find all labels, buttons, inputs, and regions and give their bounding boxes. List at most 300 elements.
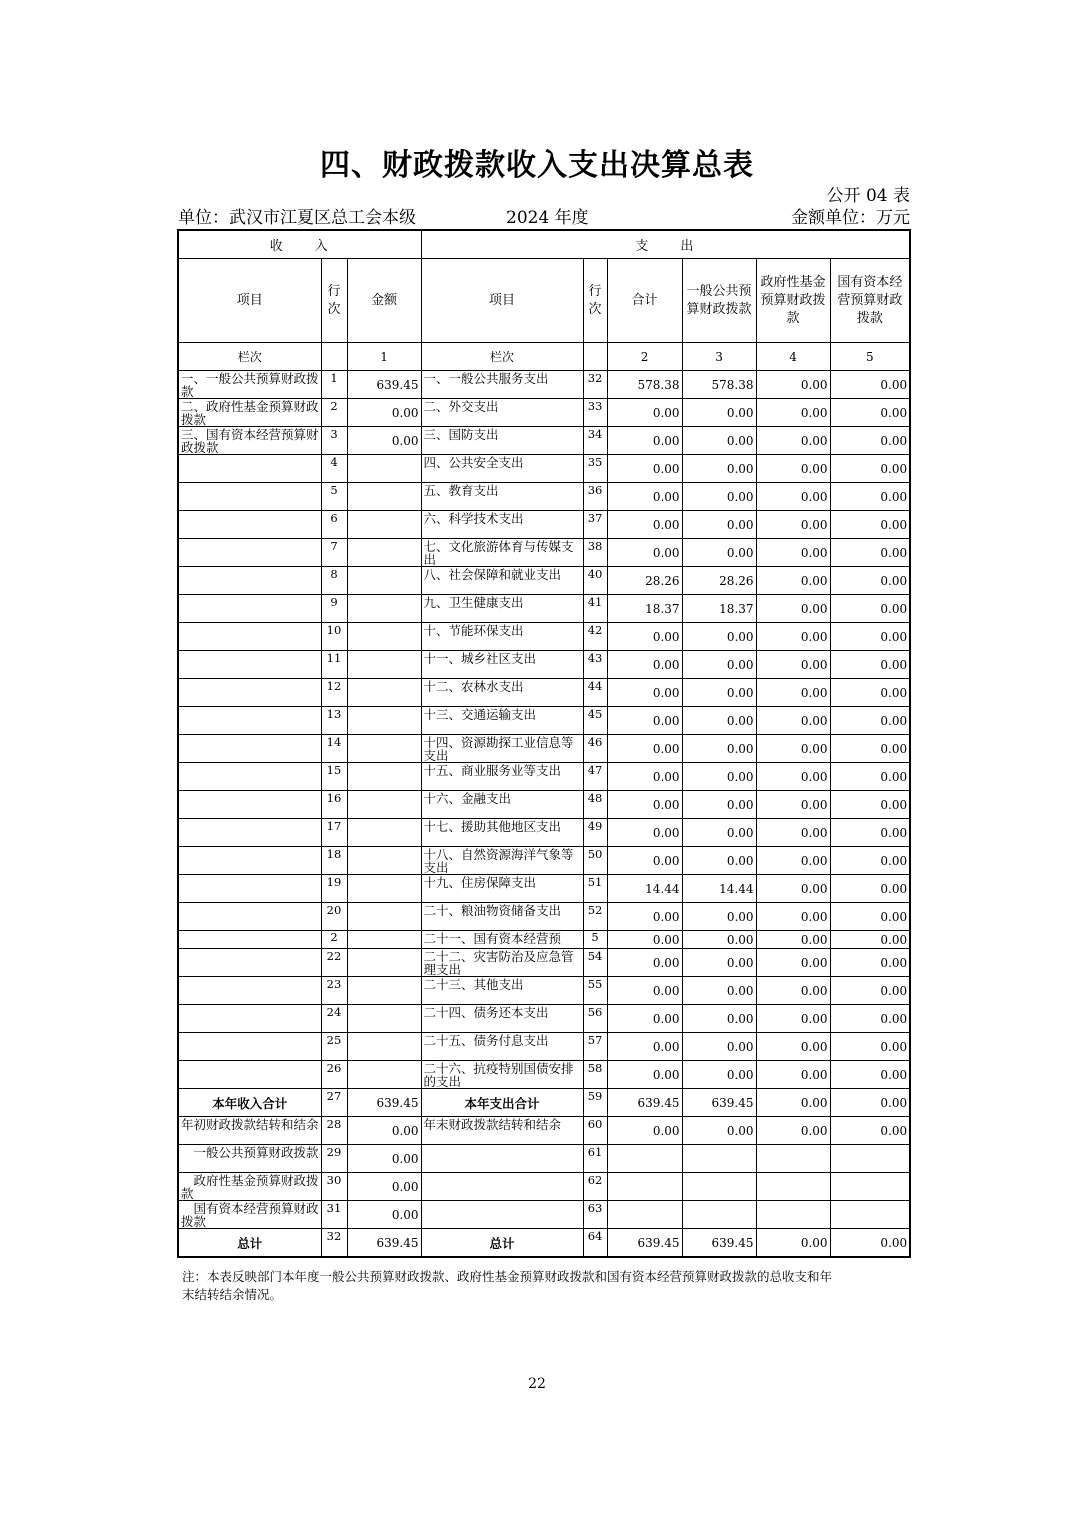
- expense-line-cell: 47: [583, 763, 607, 791]
- general-budget-cell: 0.00: [682, 539, 756, 567]
- expense-item-cell: 总计: [421, 1229, 583, 1258]
- expense-item-cell: 七、文化旅游体育与传媒支出: [421, 539, 583, 567]
- column-index-4: 4: [756, 343, 830, 371]
- expense-total-cell: 0.00: [607, 623, 682, 651]
- expense-item-cell: [421, 1173, 583, 1201]
- table-row: [178, 1005, 910, 1033]
- income-item-cell: 总计: [178, 1229, 321, 1258]
- table-row: [178, 1033, 910, 1061]
- table-row: [178, 1173, 910, 1201]
- income-line-cell: 31: [321, 1201, 347, 1229]
- income-item-cell: [178, 595, 321, 623]
- expense-line-cell: 43: [583, 651, 607, 679]
- general-budget-cell: 639.45: [682, 1229, 756, 1258]
- income-line-cell: 2: [321, 399, 347, 427]
- general-budget-cell: 18.37: [682, 595, 756, 623]
- fund-budget-cell: 0.00: [756, 977, 830, 1005]
- expense-total-cell: 0.00: [607, 791, 682, 819]
- expense-line-cell: 33: [583, 399, 607, 427]
- state-capital-cell: 0.00: [830, 427, 910, 455]
- income-item-cell: [178, 735, 321, 763]
- expense-item-cell: 二十四、债务还本支出: [421, 1005, 583, 1033]
- budget-table: [177, 229, 911, 1258]
- expense-line-cell: 56: [583, 1005, 607, 1033]
- page-title: 四、财政拨款收入支出决算总表: [320, 148, 754, 183]
- column-index-3: 3: [682, 343, 756, 371]
- footnote: 注：本表反映部门本年度一般公共预算财政拨款、政府性基金预算财政拨款和国有资本经营预算财政拨款的总收支和年末结转结余情况。: [182, 1269, 833, 1302]
- expense-total-cell: [607, 1173, 682, 1201]
- income-amount-header: 金额: [347, 259, 421, 343]
- general-budget-cell: [682, 1145, 756, 1173]
- expense-line-cell: 51: [583, 875, 607, 903]
- table-row: [178, 1145, 910, 1173]
- fund-budget-cell: 0.00: [756, 707, 830, 735]
- expense-item-cell: 二十六、抗疫特别国债安排的支出: [421, 1061, 583, 1089]
- table-row: [178, 511, 910, 539]
- income-amount-cell: 0.00: [347, 1117, 421, 1145]
- general-budget-cell: 0.00: [682, 651, 756, 679]
- income-line-cell: 2: [321, 931, 347, 949]
- expense-section-header: 支 出: [421, 230, 910, 259]
- expense-total-cell: 639.45: [607, 1229, 682, 1258]
- general-budget-cell: [682, 1201, 756, 1229]
- fund-budget-cell: 0.00: [756, 567, 830, 595]
- income-amount-cell: [347, 735, 421, 763]
- income-line-cell: 10: [321, 623, 347, 651]
- general-budget-cell: 28.26: [682, 567, 756, 595]
- total-header: 合计: [607, 259, 682, 343]
- income-item-cell: 一般公共预算财政拨款: [178, 1145, 321, 1173]
- expense-total-cell: [607, 1201, 682, 1229]
- expense-total-cell: 0.00: [607, 427, 682, 455]
- income-section-header: 收 入: [178, 230, 421, 259]
- expense-line-cell: 5: [583, 931, 607, 949]
- general-budget-cell: 0.00: [682, 483, 756, 511]
- income-item-cell: [178, 679, 321, 707]
- expense-line-cell: 49: [583, 819, 607, 847]
- income-item-cell: [178, 623, 321, 651]
- fund-budget-cell: 0.00: [756, 1089, 830, 1117]
- income-item-cell: [178, 791, 321, 819]
- column-index-5: 5: [830, 343, 910, 371]
- income-amount-cell: [347, 819, 421, 847]
- income-line-cell: 17: [321, 819, 347, 847]
- income-amount-cell: [347, 1005, 421, 1033]
- expense-line-cell: 60: [583, 1117, 607, 1145]
- table-row: [178, 903, 910, 931]
- income-amount-cell: [347, 791, 421, 819]
- income-amount-cell: 639.45: [347, 1089, 421, 1117]
- state-capital-cell: 0.00: [830, 651, 910, 679]
- expense-item-cell: 本年支出合计: [421, 1089, 583, 1117]
- report-year: 2024 年度: [506, 208, 589, 228]
- expense-item-cell: 十六、金融支出: [421, 791, 583, 819]
- expense-item-cell: 二十一、国有资本经营预: [421, 931, 583, 949]
- income-item-cell: [178, 1061, 321, 1089]
- fund-budget-cell: 0.00: [756, 427, 830, 455]
- expense-line-cell: 64: [583, 1229, 607, 1258]
- table-row: [178, 791, 910, 819]
- state-capital-cell: 0.00: [830, 399, 910, 427]
- income-amount-cell: 639.45: [347, 371, 421, 399]
- general-budget-cell: 0.00: [682, 511, 756, 539]
- income-line-cell: 24: [321, 1005, 347, 1033]
- expense-item-cell: 年末财政拨款结转和结余: [421, 1117, 583, 1145]
- expense-item-cell: 三、国防支出: [421, 427, 583, 455]
- expense-item-cell: 一、一般公共服务支出: [421, 371, 583, 399]
- expense-line-cell: 36: [583, 483, 607, 511]
- fund-budget-cell: 0.00: [756, 791, 830, 819]
- income-line-cell: 23: [321, 977, 347, 1005]
- income-amount-cell: [347, 931, 421, 949]
- income-item-cell: [178, 455, 321, 483]
- table-row: [178, 623, 910, 651]
- fund-budget-cell: 0.00: [756, 455, 830, 483]
- income-amount-cell: [347, 567, 421, 595]
- table-row: [178, 567, 910, 595]
- expense-line-cell: 46: [583, 735, 607, 763]
- income-item-cell: [178, 651, 321, 679]
- expense-line-cell: 62: [583, 1173, 607, 1201]
- expense-total-cell: 0.00: [607, 949, 682, 977]
- fund-budget-cell: 0.00: [756, 483, 830, 511]
- expense-item-cell: 二十五、债务付息支出: [421, 1033, 583, 1061]
- expense-item-cell: 二十二、灾害防治及应急管理支出: [421, 949, 583, 977]
- fund-budget-cell: 0.00: [756, 651, 830, 679]
- income-item-cell: [178, 875, 321, 903]
- state-capital-cell: 0.00: [830, 735, 910, 763]
- expense-total-cell: 0.00: [607, 735, 682, 763]
- income-item-cell: 本年收入合计: [178, 1089, 321, 1117]
- general-budget-cell: 578.38: [682, 371, 756, 399]
- expense-total-cell: 0.00: [607, 651, 682, 679]
- general-budget-cell: 0.00: [682, 735, 756, 763]
- income-line-cell: 26: [321, 1061, 347, 1089]
- general-budget-cell: 0.00: [682, 791, 756, 819]
- state-capital-cell: 0.00: [830, 1061, 910, 1089]
- table-row: [178, 651, 910, 679]
- expense-line-cell: 41: [583, 595, 607, 623]
- state-capital-cell: 0.00: [830, 949, 910, 977]
- income-item-cell: [178, 949, 321, 977]
- expense-line-header: 行次: [583, 259, 607, 343]
- fund-budget-cell: 0.00: [756, 595, 830, 623]
- fund-budget-cell: 0.00: [756, 819, 830, 847]
- income-amount-cell: [347, 483, 421, 511]
- fund-budget-cell: 0.00: [756, 1117, 830, 1145]
- income-line-cell: 12: [321, 679, 347, 707]
- general-budget-cell: 0.00: [682, 1033, 756, 1061]
- expense-line-cell: 38: [583, 539, 607, 567]
- table-row: [178, 455, 910, 483]
- general-budget-cell: 14.44: [682, 875, 756, 903]
- expense-total-cell: 0.00: [607, 679, 682, 707]
- income-line-cell: 25: [321, 1033, 347, 1061]
- income-line-header: 行次: [321, 259, 347, 343]
- fund-budget-cell: [756, 1201, 830, 1229]
- income-line-cell: 14: [321, 735, 347, 763]
- fund-budget-cell: 0.00: [756, 511, 830, 539]
- income-line-cell: 3: [321, 427, 347, 455]
- expense-line-cell: 55: [583, 977, 607, 1005]
- income-item-cell: 二、政府性基金预算财政拨款: [178, 399, 321, 427]
- general-budget-cell: 0.00: [682, 399, 756, 427]
- expense-item-cell: 八、社会保障和就业支出: [421, 567, 583, 595]
- expense-item-cell: 二十、粮油物资储备支出: [421, 903, 583, 931]
- table-row: [178, 427, 910, 455]
- table-row: [178, 977, 910, 1005]
- income-amount-cell: [347, 949, 421, 977]
- expense-total-cell: 0.00: [607, 483, 682, 511]
- income-amount-cell: 639.45: [347, 1229, 421, 1258]
- income-amount-cell: 0.00: [347, 427, 421, 455]
- expense-line-cell: 48: [583, 791, 607, 819]
- expense-item-cell: 十、节能环保支出: [421, 623, 583, 651]
- income-line-cell: 5: [321, 483, 347, 511]
- income-line-cell: 4: [321, 455, 347, 483]
- income-item-cell: [178, 763, 321, 791]
- table-row: [178, 1089, 910, 1117]
- expense-line-cell: 44: [583, 679, 607, 707]
- table-row: [178, 539, 910, 567]
- income-item-cell: [178, 539, 321, 567]
- expense-item-cell: [421, 1201, 583, 1229]
- expense-line-cell: 63: [583, 1201, 607, 1229]
- income-amount-cell: [347, 651, 421, 679]
- income-amount-cell: [347, 679, 421, 707]
- income-line-cell: 20: [321, 903, 347, 931]
- state-capital-cell: 0.00: [830, 483, 910, 511]
- income-amount-cell: [347, 903, 421, 931]
- state-capital-cell: 0.00: [830, 455, 910, 483]
- income-line-cell: 11: [321, 651, 347, 679]
- income-line-cell: 30: [321, 1173, 347, 1201]
- income-amount-cell: [347, 511, 421, 539]
- expense-total-cell: 0.00: [607, 931, 682, 949]
- expense-line-cell: 37: [583, 511, 607, 539]
- expense-total-cell: 28.26: [607, 567, 682, 595]
- fund-budget-cell: 0.00: [756, 371, 830, 399]
- income-line-cell: 7: [321, 539, 347, 567]
- table-row: [178, 819, 910, 847]
- state-capital-cell: 0.00: [830, 875, 910, 903]
- expense-total-cell: 18.37: [607, 595, 682, 623]
- income-amount-cell: [347, 847, 421, 875]
- fund-budget-cell: 0.00: [756, 763, 830, 791]
- general-budget-cell: 0.00: [682, 949, 756, 977]
- state-capital-cell: 0.00: [830, 679, 910, 707]
- general-budget-cell: 0.00: [682, 679, 756, 707]
- column-index-label: 栏次: [178, 343, 321, 371]
- general-budget-cell: 0.00: [682, 763, 756, 791]
- income-line-cell: 15: [321, 763, 347, 791]
- expense-total-cell: 0.00: [607, 1061, 682, 1089]
- money-unit: 金额单位：万元: [791, 208, 910, 228]
- fund-budget-cell: [756, 1173, 830, 1201]
- general-budget-cell: 0.00: [682, 1061, 756, 1089]
- column-index-label: 栏次: [421, 343, 583, 371]
- expense-line-cell: 35: [583, 455, 607, 483]
- state-capital-cell: 0.00: [830, 371, 910, 399]
- income-item-cell: 一、一般公共预算财政拨款: [178, 371, 321, 399]
- income-item-cell: [178, 847, 321, 875]
- table-row: [178, 595, 910, 623]
- expense-item-cell: 四、公共安全支出: [421, 455, 583, 483]
- table-body: [178, 371, 910, 1258]
- expense-line-cell: 34: [583, 427, 607, 455]
- income-amount-cell: [347, 623, 421, 651]
- income-item-cell: 三、国有资本经营预算财政拨款: [178, 427, 321, 455]
- income-amount-cell: [347, 1061, 421, 1089]
- page-number: 22: [528, 1376, 546, 1392]
- income-amount-cell: [347, 977, 421, 1005]
- expense-total-cell: 639.45: [607, 1089, 682, 1117]
- expense-total-cell: 0.00: [607, 977, 682, 1005]
- general-budget-cell: 0.00: [682, 455, 756, 483]
- income-item-cell: 国有资本经营预算财政拨款: [178, 1201, 321, 1229]
- fund-budget-cell: 0.00: [756, 875, 830, 903]
- state-capital-cell: 0.00: [830, 511, 910, 539]
- table-row: [178, 1201, 910, 1229]
- expense-line-cell: 58: [583, 1061, 607, 1089]
- income-item-cell: [178, 1033, 321, 1061]
- state-capital-cell: 0.00: [830, 1005, 910, 1033]
- income-line-cell: 32: [321, 1229, 347, 1258]
- expense-item-cell: 十七、援助其他地区支出: [421, 819, 583, 847]
- table-row: [178, 679, 910, 707]
- income-item-cell: 年初财政拨款结转和结余: [178, 1117, 321, 1145]
- income-amount-cell: 0.00: [347, 399, 421, 427]
- table-row: [178, 847, 910, 875]
- expense-total-cell: 578.38: [607, 371, 682, 399]
- expense-item-cell: 六、科学技术支出: [421, 511, 583, 539]
- state-capital-cell: 0.00: [830, 1229, 910, 1258]
- state-capital-cell: 0.00: [830, 567, 910, 595]
- table-row: [178, 1229, 910, 1258]
- expense-total-cell: 0.00: [607, 455, 682, 483]
- table-row: [178, 735, 910, 763]
- income-item-cell: [178, 483, 321, 511]
- general-budget-cell: 0.00: [682, 1117, 756, 1145]
- income-line-cell: 6: [321, 511, 347, 539]
- expense-item-cell: 十二、农林水支出: [421, 679, 583, 707]
- expense-item-cell: 十四、资源勘探工业信息等支出: [421, 735, 583, 763]
- state-capital-cell: 0.00: [830, 623, 910, 651]
- expense-total-cell: 0.00: [607, 399, 682, 427]
- expense-line-cell: 57: [583, 1033, 607, 1061]
- income-amount-cell: [347, 763, 421, 791]
- general-budget-cell: [682, 1173, 756, 1201]
- expense-item-cell: 十五、商业服务业等支出: [421, 763, 583, 791]
- fund-budget-cell: 0.00: [756, 1229, 830, 1258]
- form-number: 公开 04 表: [826, 186, 910, 206]
- table-row: [178, 875, 910, 903]
- income-item-cell: [178, 511, 321, 539]
- income-line-cell: 29: [321, 1145, 347, 1173]
- income-amount-cell: [347, 875, 421, 903]
- state-capital-cell: 0.00: [830, 1089, 910, 1117]
- income-amount-cell: 0.00: [347, 1201, 421, 1229]
- table-row: [178, 371, 910, 399]
- table-row: [178, 949, 910, 977]
- expense-item-cell: 五、教育支出: [421, 483, 583, 511]
- fund-budget-cell: 0.00: [756, 1005, 830, 1033]
- income-item-cell: [178, 977, 321, 1005]
- income-line-cell: 19: [321, 875, 347, 903]
- expense-total-cell: 0.00: [607, 1033, 682, 1061]
- general-budget-cell: 0.00: [682, 707, 756, 735]
- income-item-cell: [178, 567, 321, 595]
- fund-budget-cell: 0.00: [756, 623, 830, 651]
- fund-budget-header: 政府性基金预算财政拨款: [756, 259, 830, 343]
- general-budget-cell: 0.00: [682, 931, 756, 949]
- general-budget-cell: 0.00: [682, 847, 756, 875]
- state-capital-cell: 0.00: [830, 903, 910, 931]
- income-amount-cell: [347, 539, 421, 567]
- unit-name: 单位：武汉市江夏区总工会本级: [178, 208, 416, 228]
- expense-line-cell: 61: [583, 1145, 607, 1173]
- fund-budget-cell: 0.00: [756, 1033, 830, 1061]
- fund-budget-cell: 0.00: [756, 1061, 830, 1089]
- fund-budget-cell: 0.00: [756, 679, 830, 707]
- expense-total-cell: 0.00: [607, 707, 682, 735]
- table-row: [178, 707, 910, 735]
- state-capital-cell: 0.00: [830, 819, 910, 847]
- income-line-cell: 9: [321, 595, 347, 623]
- income-line-cell: 16: [321, 791, 347, 819]
- state-capital-cell: 0.00: [830, 931, 910, 949]
- general-budget-cell: 639.45: [682, 1089, 756, 1117]
- expense-item-cell: 十八、自然资源海洋气象等支出: [421, 847, 583, 875]
- income-line-cell: 13: [321, 707, 347, 735]
- table-row: [178, 399, 910, 427]
- state-capital-cell: 0.00: [830, 707, 910, 735]
- income-line-cell: 1: [321, 371, 347, 399]
- general-budget-cell: 0.00: [682, 903, 756, 931]
- expense-item-cell: 九、卫生健康支出: [421, 595, 583, 623]
- expense-line-cell: 40: [583, 567, 607, 595]
- expense-total-cell: 0.00: [607, 763, 682, 791]
- income-amount-cell: 0.00: [347, 1173, 421, 1201]
- general-budget-cell: 0.00: [682, 427, 756, 455]
- column-index-1: 1: [347, 343, 421, 371]
- state-capital-cell: 0.00: [830, 977, 910, 1005]
- fund-budget-cell: 0.00: [756, 949, 830, 977]
- income-amount-cell: 0.00: [347, 1145, 421, 1173]
- state-capital-cell: 0.00: [830, 595, 910, 623]
- expense-total-cell: 0.00: [607, 819, 682, 847]
- expense-item-cell: 十三、交通运输支出: [421, 707, 583, 735]
- income-item-cell: [178, 707, 321, 735]
- income-item-cell: 政府性基金预算财政拨款: [178, 1173, 321, 1201]
- column-index-blank: [583, 343, 607, 371]
- table-row: [178, 1117, 910, 1145]
- fund-budget-cell: 0.00: [756, 735, 830, 763]
- income-amount-cell: [347, 1033, 421, 1061]
- expense-total-cell: 0.00: [607, 847, 682, 875]
- state-capital-cell: 0.00: [830, 539, 910, 567]
- table-row: [178, 483, 910, 511]
- general-budget-header: 一般公共预算财政拨款: [682, 259, 756, 343]
- expense-line-cell: 59: [583, 1089, 607, 1117]
- income-line-cell: 27: [321, 1089, 347, 1117]
- state-capital-cell: 0.00: [830, 847, 910, 875]
- expense-line-cell: 32: [583, 371, 607, 399]
- column-index-blank: [321, 343, 347, 371]
- expense-item-header: 项目: [421, 259, 583, 343]
- fund-budget-cell: 0.00: [756, 903, 830, 931]
- state-capital-cell: [830, 1173, 910, 1201]
